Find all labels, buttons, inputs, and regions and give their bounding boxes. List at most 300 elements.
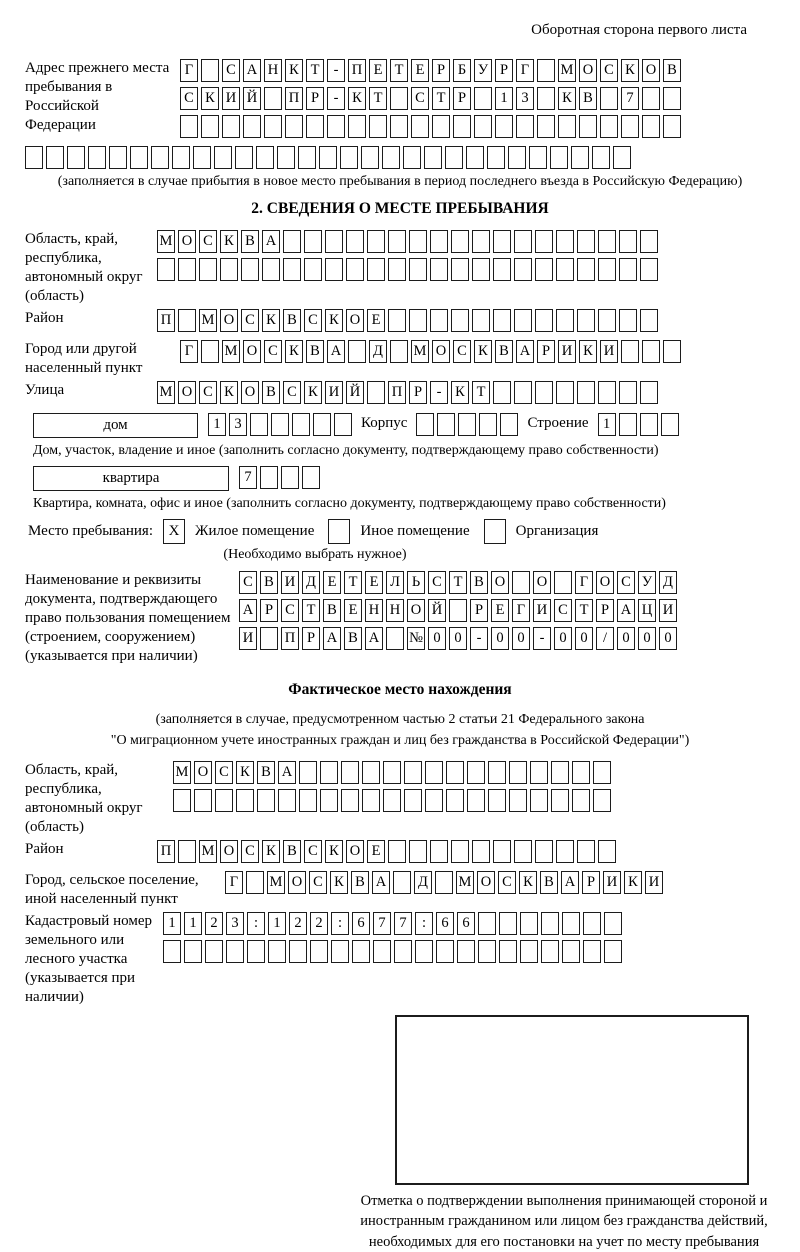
- char-cell[interactable]: [388, 258, 406, 281]
- char-cell[interactable]: [178, 258, 196, 281]
- char-cell[interactable]: [472, 309, 490, 332]
- char-cell[interactable]: Р: [260, 599, 278, 622]
- char-cell[interactable]: [257, 789, 275, 812]
- char-cell[interactable]: :: [247, 912, 265, 935]
- char-cell[interactable]: [467, 789, 485, 812]
- char-cell[interactable]: В: [663, 59, 681, 82]
- char-cell[interactable]: [163, 940, 181, 963]
- char-cell[interactable]: [325, 230, 343, 253]
- char-cell[interactable]: [642, 115, 660, 138]
- char-cell[interactable]: [435, 871, 453, 894]
- char-cell[interactable]: О: [432, 340, 450, 363]
- char-cell[interactable]: [214, 146, 232, 169]
- char-cell[interactable]: [598, 230, 616, 253]
- char-cell[interactable]: 0: [617, 627, 635, 650]
- char-cell[interactable]: Г: [516, 59, 534, 82]
- char-cell[interactable]: [493, 309, 511, 332]
- char-cell[interactable]: Д: [302, 571, 320, 594]
- char-cell[interactable]: 0: [638, 627, 656, 650]
- char-cell[interactable]: [367, 230, 385, 253]
- char-cell[interactable]: М: [173, 761, 191, 784]
- char-cell[interactable]: Е: [411, 59, 429, 82]
- char-cell[interactable]: И: [239, 627, 257, 650]
- char-cell[interactable]: [640, 413, 658, 436]
- char-cell[interactable]: А: [278, 761, 296, 784]
- char-cell[interactable]: И: [558, 340, 576, 363]
- char-cell[interactable]: А: [516, 340, 534, 363]
- char-cell[interactable]: В: [540, 871, 558, 894]
- char-cell[interactable]: [446, 761, 464, 784]
- char-cell[interactable]: Г: [225, 871, 243, 894]
- char-cell[interactable]: :: [415, 912, 433, 935]
- char-cell[interactable]: [493, 258, 511, 281]
- char-cell[interactable]: М: [199, 309, 217, 332]
- char-cell[interactable]: [201, 115, 219, 138]
- char-cell[interactable]: [514, 840, 532, 863]
- char-cell[interactable]: [409, 230, 427, 253]
- char-cell[interactable]: С: [241, 309, 259, 332]
- char-cell[interactable]: [367, 381, 385, 404]
- char-cell[interactable]: -: [430, 381, 448, 404]
- char-cell[interactable]: [554, 571, 572, 594]
- char-cell[interactable]: [302, 466, 320, 489]
- char-cell[interactable]: [558, 115, 576, 138]
- char-cell[interactable]: [453, 115, 471, 138]
- char-cell[interactable]: С: [222, 59, 240, 82]
- char-cell[interactable]: [449, 599, 467, 622]
- char-cell[interactable]: О: [194, 761, 212, 784]
- char-cell[interactable]: М: [558, 59, 576, 82]
- char-cell[interactable]: [493, 840, 511, 863]
- char-cell[interactable]: [151, 146, 169, 169]
- char-cell[interactable]: [222, 115, 240, 138]
- char-cell[interactable]: С: [304, 840, 322, 863]
- char-cell[interactable]: [537, 87, 555, 110]
- char-cell[interactable]: [640, 309, 658, 332]
- char-cell[interactable]: [226, 940, 244, 963]
- char-cell[interactable]: У: [638, 571, 656, 594]
- char-cell[interactable]: [271, 413, 289, 436]
- char-cell[interactable]: [579, 115, 597, 138]
- char-cell[interactable]: С: [180, 87, 198, 110]
- char-cell[interactable]: С: [617, 571, 635, 594]
- char-cell[interactable]: [537, 115, 555, 138]
- char-cell[interactable]: [530, 789, 548, 812]
- char-cell[interactable]: К: [325, 840, 343, 863]
- char-cell[interactable]: В: [260, 571, 278, 594]
- char-cell[interactable]: Т: [369, 87, 387, 110]
- char-cell[interactable]: К: [330, 871, 348, 894]
- residential-checkbox[interactable]: X: [163, 519, 185, 544]
- char-cell[interactable]: С: [453, 340, 471, 363]
- char-cell[interactable]: 3: [226, 912, 244, 935]
- char-cell[interactable]: [621, 340, 639, 363]
- char-cell[interactable]: [319, 146, 337, 169]
- char-cell[interactable]: С: [215, 761, 233, 784]
- char-cell[interactable]: 6: [352, 912, 370, 935]
- char-cell[interactable]: О: [491, 571, 509, 594]
- char-cell[interactable]: [346, 258, 364, 281]
- char-cell[interactable]: П: [348, 59, 366, 82]
- char-cell[interactable]: Р: [596, 599, 614, 622]
- char-cell[interactable]: К: [262, 840, 280, 863]
- char-cell[interactable]: [598, 381, 616, 404]
- char-cell[interactable]: [541, 940, 559, 963]
- char-cell[interactable]: [488, 789, 506, 812]
- char-cell[interactable]: К: [262, 309, 280, 332]
- char-cell[interactable]: А: [327, 340, 345, 363]
- char-cell[interactable]: [278, 789, 296, 812]
- char-cell[interactable]: [268, 940, 286, 963]
- char-cell[interactable]: О: [642, 59, 660, 82]
- char-cell[interactable]: [409, 309, 427, 332]
- char-cell[interactable]: 0: [491, 627, 509, 650]
- char-cell[interactable]: [466, 146, 484, 169]
- char-cell[interactable]: [281, 466, 299, 489]
- char-cell[interactable]: [334, 413, 352, 436]
- char-cell[interactable]: [642, 87, 660, 110]
- char-cell[interactable]: [184, 940, 202, 963]
- char-cell[interactable]: [220, 258, 238, 281]
- char-cell[interactable]: [514, 309, 532, 332]
- char-cell[interactable]: А: [365, 627, 383, 650]
- char-cell[interactable]: И: [659, 599, 677, 622]
- char-cell[interactable]: А: [372, 871, 390, 894]
- char-cell[interactable]: [500, 413, 518, 436]
- char-cell[interactable]: [283, 230, 301, 253]
- char-cell[interactable]: С: [281, 599, 299, 622]
- char-cell[interactable]: [178, 309, 196, 332]
- char-cell[interactable]: [458, 413, 476, 436]
- char-cell[interactable]: [383, 789, 401, 812]
- char-cell[interactable]: [467, 761, 485, 784]
- char-cell[interactable]: [383, 761, 401, 784]
- char-cell[interactable]: О: [346, 840, 364, 863]
- char-cell[interactable]: [310, 940, 328, 963]
- char-cell[interactable]: [514, 258, 532, 281]
- char-cell[interactable]: [556, 309, 574, 332]
- char-cell[interactable]: 7: [239, 466, 257, 489]
- char-cell[interactable]: Е: [323, 571, 341, 594]
- char-cell[interactable]: П: [157, 840, 175, 863]
- char-cell[interactable]: В: [283, 840, 301, 863]
- char-cell[interactable]: [247, 940, 265, 963]
- char-cell[interactable]: Р: [302, 627, 320, 650]
- char-cell[interactable]: К: [325, 309, 343, 332]
- char-cell[interactable]: В: [262, 381, 280, 404]
- char-cell[interactable]: И: [222, 87, 240, 110]
- char-cell[interactable]: Г: [575, 571, 593, 594]
- char-cell[interactable]: П: [285, 87, 303, 110]
- char-cell[interactable]: О: [220, 309, 238, 332]
- char-cell[interactable]: [535, 258, 553, 281]
- char-cell[interactable]: О: [579, 59, 597, 82]
- char-cell[interactable]: С: [264, 340, 282, 363]
- char-cell[interactable]: -: [533, 627, 551, 650]
- char-cell[interactable]: [478, 940, 496, 963]
- char-cell[interactable]: [509, 789, 527, 812]
- char-cell[interactable]: [487, 146, 505, 169]
- char-cell[interactable]: Т: [390, 59, 408, 82]
- char-cell[interactable]: О: [178, 230, 196, 253]
- char-cell[interactable]: [241, 258, 259, 281]
- char-cell[interactable]: [262, 258, 280, 281]
- char-cell[interactable]: [562, 940, 580, 963]
- char-cell[interactable]: [598, 258, 616, 281]
- char-cell[interactable]: [592, 146, 610, 169]
- char-cell[interactable]: [394, 940, 412, 963]
- char-cell[interactable]: С: [304, 309, 322, 332]
- char-cell[interactable]: [583, 912, 601, 935]
- char-cell[interactable]: [535, 381, 553, 404]
- char-cell[interactable]: С: [428, 571, 446, 594]
- char-cell[interactable]: С: [554, 599, 572, 622]
- char-cell[interactable]: [409, 840, 427, 863]
- char-cell[interactable]: Р: [470, 599, 488, 622]
- char-cell[interactable]: С: [600, 59, 618, 82]
- char-cell[interactable]: [201, 59, 219, 82]
- char-cell[interactable]: Т: [306, 59, 324, 82]
- char-cell[interactable]: Р: [306, 87, 324, 110]
- char-cell[interactable]: [243, 115, 261, 138]
- char-cell[interactable]: [320, 789, 338, 812]
- char-cell[interactable]: [362, 761, 380, 784]
- char-cell[interactable]: [572, 761, 590, 784]
- char-cell[interactable]: [446, 789, 464, 812]
- char-cell[interactable]: И: [533, 599, 551, 622]
- char-cell[interactable]: [403, 146, 421, 169]
- char-cell[interactable]: [551, 761, 569, 784]
- char-cell[interactable]: А: [243, 59, 261, 82]
- char-cell[interactable]: О: [241, 381, 259, 404]
- char-cell[interactable]: [404, 789, 422, 812]
- char-cell[interactable]: К: [519, 871, 537, 894]
- char-cell[interactable]: Р: [453, 87, 471, 110]
- char-cell[interactable]: [264, 87, 282, 110]
- house-type-box[interactable]: дом: [33, 413, 198, 438]
- char-cell[interactable]: [256, 146, 274, 169]
- char-cell[interactable]: [520, 912, 538, 935]
- char-cell[interactable]: О: [220, 840, 238, 863]
- char-cell[interactable]: [388, 230, 406, 253]
- char-cell[interactable]: [415, 940, 433, 963]
- char-cell[interactable]: [416, 413, 434, 436]
- char-cell[interactable]: А: [323, 627, 341, 650]
- char-cell[interactable]: С: [239, 571, 257, 594]
- char-cell[interactable]: [472, 258, 490, 281]
- char-cell[interactable]: 1: [268, 912, 286, 935]
- char-cell[interactable]: /: [596, 627, 614, 650]
- char-cell[interactable]: [432, 115, 450, 138]
- char-cell[interactable]: [571, 146, 589, 169]
- char-cell[interactable]: [642, 340, 660, 363]
- char-cell[interactable]: [530, 761, 548, 784]
- char-cell[interactable]: [619, 381, 637, 404]
- char-cell[interactable]: [577, 230, 595, 253]
- char-cell[interactable]: [130, 146, 148, 169]
- char-cell[interactable]: М: [411, 340, 429, 363]
- char-cell[interactable]: [325, 258, 343, 281]
- char-cell[interactable]: 0: [554, 627, 572, 650]
- char-cell[interactable]: М: [267, 871, 285, 894]
- char-cell[interactable]: [640, 258, 658, 281]
- char-cell[interactable]: В: [283, 309, 301, 332]
- char-cell[interactable]: К: [624, 871, 642, 894]
- char-cell[interactable]: [424, 146, 442, 169]
- char-cell[interactable]: К: [201, 87, 219, 110]
- char-cell[interactable]: [499, 940, 517, 963]
- char-cell[interactable]: К: [285, 59, 303, 82]
- char-cell[interactable]: [495, 115, 513, 138]
- char-cell[interactable]: [550, 146, 568, 169]
- char-cell[interactable]: [172, 146, 190, 169]
- char-cell[interactable]: П: [388, 381, 406, 404]
- char-cell[interactable]: [367, 258, 385, 281]
- char-cell[interactable]: [520, 940, 538, 963]
- char-cell[interactable]: Г: [512, 599, 530, 622]
- char-cell[interactable]: Н: [365, 599, 383, 622]
- char-cell[interactable]: О: [243, 340, 261, 363]
- char-cell[interactable]: 7: [394, 912, 412, 935]
- char-cell[interactable]: К: [304, 381, 322, 404]
- char-cell[interactable]: [178, 840, 196, 863]
- char-cell[interactable]: [235, 146, 253, 169]
- char-cell[interactable]: К: [451, 381, 469, 404]
- char-cell[interactable]: М: [222, 340, 240, 363]
- char-cell[interactable]: К: [558, 87, 576, 110]
- char-cell[interactable]: В: [257, 761, 275, 784]
- char-cell[interactable]: И: [281, 571, 299, 594]
- char-cell[interactable]: [499, 912, 517, 935]
- char-cell[interactable]: [640, 381, 658, 404]
- char-cell[interactable]: М: [456, 871, 474, 894]
- char-cell[interactable]: К: [474, 340, 492, 363]
- char-cell[interactable]: [320, 761, 338, 784]
- char-cell[interactable]: [250, 413, 268, 436]
- char-cell[interactable]: [299, 761, 317, 784]
- char-cell[interactable]: П: [281, 627, 299, 650]
- char-cell[interactable]: [508, 146, 526, 169]
- char-cell[interactable]: [598, 840, 616, 863]
- char-cell[interactable]: 7: [373, 912, 391, 935]
- char-cell[interactable]: [205, 940, 223, 963]
- char-cell[interactable]: [541, 912, 559, 935]
- char-cell[interactable]: В: [470, 571, 488, 594]
- char-cell[interactable]: М: [157, 381, 175, 404]
- char-cell[interactable]: [292, 413, 310, 436]
- char-cell[interactable]: [306, 115, 324, 138]
- char-cell[interactable]: [619, 230, 637, 253]
- char-cell[interactable]: [373, 940, 391, 963]
- char-cell[interactable]: П: [157, 309, 175, 332]
- char-cell[interactable]: [327, 115, 345, 138]
- char-cell[interactable]: [479, 413, 497, 436]
- char-cell[interactable]: [529, 146, 547, 169]
- char-cell[interactable]: О: [178, 381, 196, 404]
- char-cell[interactable]: И: [603, 871, 621, 894]
- char-cell[interactable]: С: [199, 381, 217, 404]
- char-cell[interactable]: [512, 571, 530, 594]
- char-cell[interactable]: Е: [344, 599, 362, 622]
- char-cell[interactable]: К: [579, 340, 597, 363]
- char-cell[interactable]: [514, 381, 532, 404]
- char-cell[interactable]: Н: [264, 59, 282, 82]
- char-cell[interactable]: [46, 146, 64, 169]
- char-cell[interactable]: [393, 871, 411, 894]
- char-cell[interactable]: Т: [449, 571, 467, 594]
- char-cell[interactable]: [604, 912, 622, 935]
- char-cell[interactable]: [430, 258, 448, 281]
- char-cell[interactable]: В: [241, 230, 259, 253]
- char-cell[interactable]: Т: [575, 599, 593, 622]
- char-cell[interactable]: Д: [369, 340, 387, 363]
- char-cell[interactable]: С: [283, 381, 301, 404]
- char-cell[interactable]: И: [325, 381, 343, 404]
- char-cell[interactable]: [474, 115, 492, 138]
- char-cell[interactable]: Р: [432, 59, 450, 82]
- char-cell[interactable]: [260, 627, 278, 650]
- char-cell[interactable]: [390, 115, 408, 138]
- char-cell[interactable]: 6: [436, 912, 454, 935]
- char-cell[interactable]: :: [331, 912, 349, 935]
- char-cell[interactable]: 0: [512, 627, 530, 650]
- char-cell[interactable]: [436, 940, 454, 963]
- char-cell[interactable]: С: [241, 840, 259, 863]
- char-cell[interactable]: -: [327, 59, 345, 82]
- char-cell[interactable]: [509, 761, 527, 784]
- char-cell[interactable]: [577, 309, 595, 332]
- char-cell[interactable]: [621, 115, 639, 138]
- char-cell[interactable]: Е: [367, 840, 385, 863]
- char-cell[interactable]: Е: [369, 59, 387, 82]
- char-cell[interactable]: [577, 840, 595, 863]
- char-cell[interactable]: [661, 413, 679, 436]
- char-cell[interactable]: 2: [289, 912, 307, 935]
- char-cell[interactable]: О: [596, 571, 614, 594]
- char-cell[interactable]: [514, 230, 532, 253]
- char-cell[interactable]: [663, 87, 681, 110]
- char-cell[interactable]: Р: [495, 59, 513, 82]
- char-cell[interactable]: 3: [516, 87, 534, 110]
- char-cell[interactable]: [577, 258, 595, 281]
- char-cell[interactable]: Т: [432, 87, 450, 110]
- char-cell[interactable]: [493, 230, 511, 253]
- char-cell[interactable]: [382, 146, 400, 169]
- char-cell[interactable]: В: [306, 340, 324, 363]
- char-cell[interactable]: [556, 258, 574, 281]
- char-cell[interactable]: [535, 840, 553, 863]
- char-cell[interactable]: [613, 146, 631, 169]
- char-cell[interactable]: [388, 309, 406, 332]
- char-cell[interactable]: [283, 258, 301, 281]
- char-cell[interactable]: Г: [180, 340, 198, 363]
- char-cell[interactable]: [556, 381, 574, 404]
- char-cell[interactable]: [562, 912, 580, 935]
- char-cell[interactable]: [593, 789, 611, 812]
- char-cell[interactable]: [556, 840, 574, 863]
- char-cell[interactable]: [472, 230, 490, 253]
- char-cell[interactable]: [341, 789, 359, 812]
- char-cell[interactable]: К: [220, 381, 238, 404]
- char-cell[interactable]: [109, 146, 127, 169]
- char-cell[interactable]: [409, 258, 427, 281]
- char-cell[interactable]: 1: [208, 413, 226, 436]
- char-cell[interactable]: [180, 115, 198, 138]
- char-cell[interactable]: [425, 789, 443, 812]
- char-cell[interactable]: В: [495, 340, 513, 363]
- char-cell[interactable]: №: [407, 627, 425, 650]
- organization-checkbox[interactable]: [484, 519, 506, 544]
